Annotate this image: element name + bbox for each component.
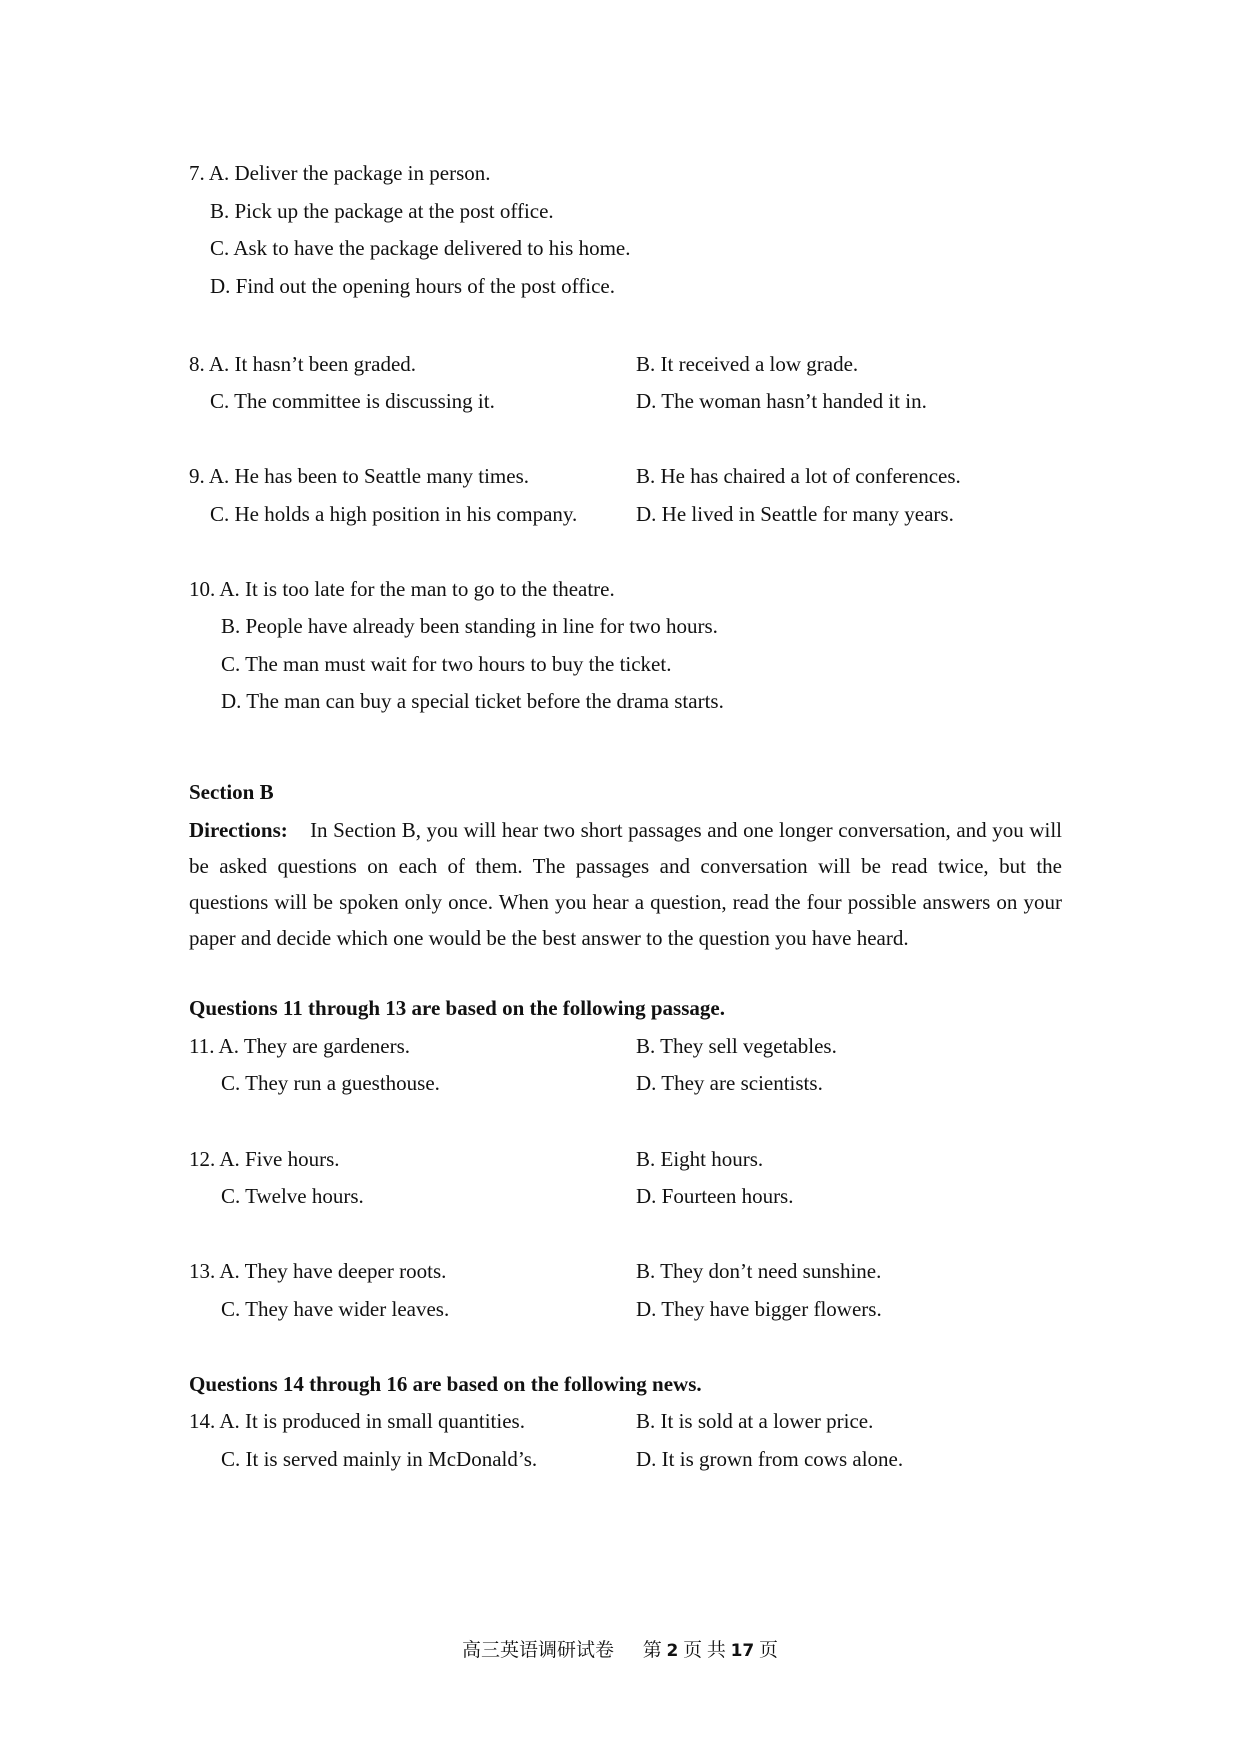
q12-option-c: C. Twelve hours. bbox=[221, 1184, 364, 1208]
q7-option-d: D. Find out the opening hours of the post office. bbox=[210, 274, 615, 298]
q10-option-b: B. People have already been standing in line for two hours. bbox=[221, 614, 718, 638]
group-14-16-heading: Questions 14 through 16 are based on the following news. bbox=[189, 1372, 702, 1396]
q7-option-b: B. Pick up the package at the post office. bbox=[210, 199, 554, 223]
q11-option-d: D. They are scientists. bbox=[636, 1071, 823, 1095]
q7-option-c: C. Ask to have the package delivered to his home. bbox=[210, 236, 631, 260]
q14-option-c: C. It is served mainly in McDonald’s. bbox=[221, 1447, 538, 1471]
q8-option-d: D. The woman hasn’t handed it in. bbox=[636, 389, 927, 413]
q9-option-c: C. He holds a high position in his company. bbox=[210, 502, 578, 526]
q8-option-c: C. The committee is discussing it. bbox=[210, 389, 495, 413]
q8-option-a: 8. A. It hasn’t been graded. bbox=[189, 352, 417, 376]
q9-option-a: 9. A. He has been to Seattle many times. bbox=[189, 464, 530, 488]
q13-option-c: C. They have wider leaves. bbox=[221, 1297, 450, 1321]
section-b-title: Section B bbox=[189, 780, 274, 804]
footer-total-pages: 17 bbox=[730, 1641, 755, 1661]
q10-option-c: C. The man must wait for two hours to buy the ticket. bbox=[221, 652, 672, 676]
footer-page-number: 2 bbox=[666, 1641, 679, 1661]
q9-option-b: B. He has chaired a lot of conferences. bbox=[636, 464, 961, 488]
q13-option-b: B. They don’t need sunshine. bbox=[636, 1259, 882, 1283]
footer-page-mid: 页 共 bbox=[683, 1640, 726, 1661]
q14-option-a: 14. A. It is produced in small quantities. bbox=[189, 1409, 525, 1433]
footer-page-prefix: 第 bbox=[642, 1640, 662, 1661]
footer-exam-title: 高三英语调研试卷 bbox=[461, 1640, 614, 1661]
q9-option-d: D. He lived in Seattle for many years. bbox=[636, 502, 954, 526]
q14-option-b: B. It is sold at a lower price. bbox=[636, 1409, 874, 1433]
section-b-directions bbox=[189, 812, 1062, 956]
q11-option-a: 11. A. They are gardeners. bbox=[189, 1034, 411, 1058]
q7-option-a: 7. A. Deliver the package in person. bbox=[189, 161, 491, 185]
group-11-13-heading: Questions 11 through 13 are based on the following passage. bbox=[189, 996, 725, 1020]
q10-option-a: 10. A. It is too late for the man to go to the theatre. bbox=[189, 577, 615, 601]
q11-option-c: C. They run a guesthouse. bbox=[221, 1071, 440, 1095]
page-footer bbox=[0, 1635, 1240, 1662]
q8-option-b: B. It received a low grade. bbox=[636, 352, 859, 376]
directions-text: In Section B, you will hear two short passages and one longer conversation, and you will be asked questions on each of them. The passages and conversation will be read twice, but the questions will be spoken only once. When you hear a question, read the four possible answers on your paper and decide which one would be the best answer to the question you have heard. bbox=[189, 818, 1062, 950]
q10-option-d: D. The man can buy a special ticket before the drama starts. bbox=[221, 689, 724, 713]
q14-option-d: D. It is grown from cows alone. bbox=[636, 1447, 904, 1471]
q12-option-a: 12. A. Five hours. bbox=[189, 1147, 340, 1171]
q12-option-b: B. Eight hours. bbox=[636, 1147, 764, 1171]
q11-option-b: B. They sell vegetables. bbox=[636, 1034, 837, 1058]
q13-option-d: D. They have bigger flowers. bbox=[636, 1297, 882, 1321]
directions-label: Directions: bbox=[189, 818, 288, 842]
q12-option-d: D. Fourteen hours. bbox=[636, 1184, 794, 1208]
q13-option-a: 13. A. They have deeper roots. bbox=[189, 1259, 447, 1283]
footer-page-suffix: 页 bbox=[759, 1640, 779, 1661]
